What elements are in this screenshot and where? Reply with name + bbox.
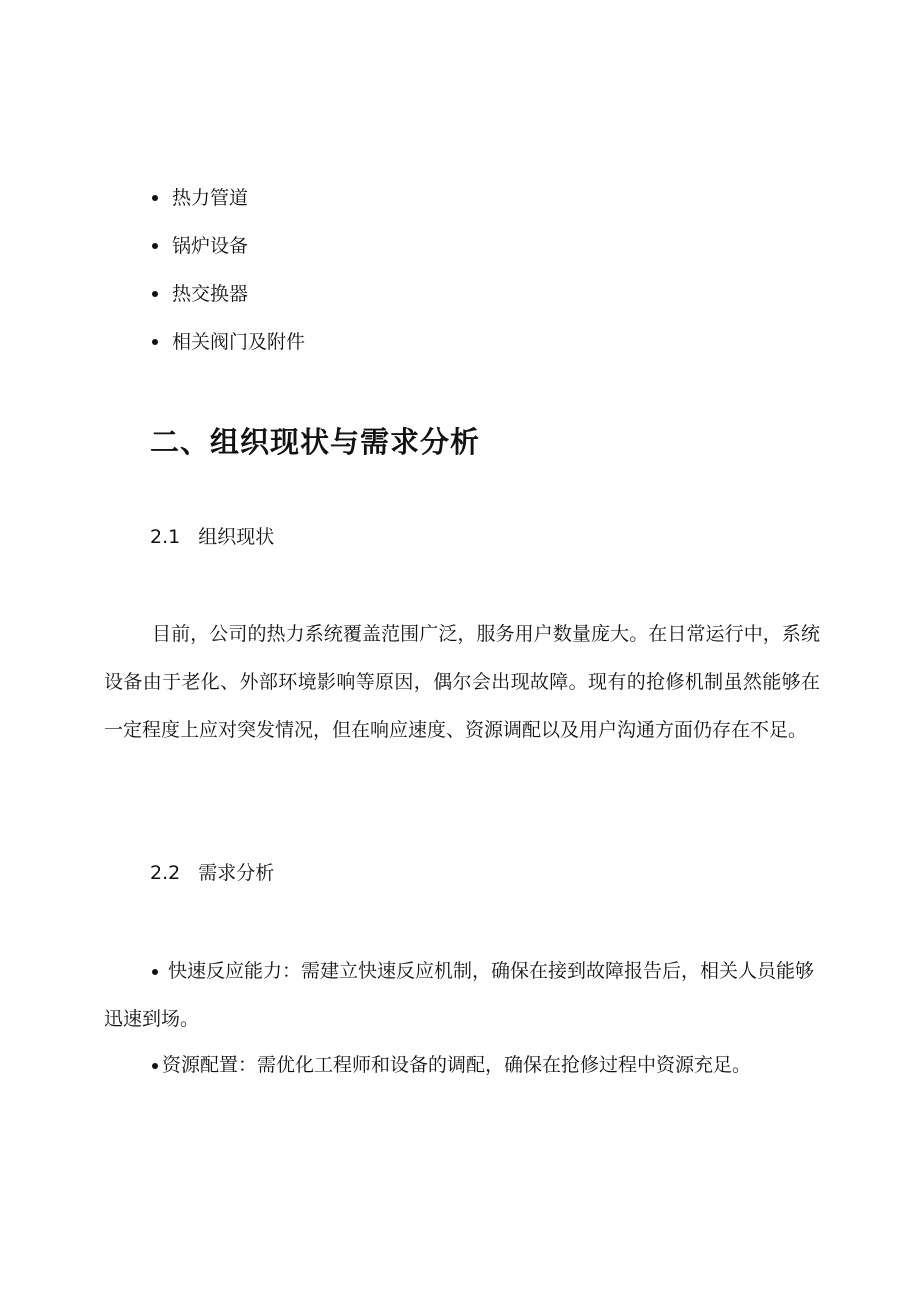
requirement-item [104, 947, 820, 1043]
status-paragraph: 目前，公司的热力系统覆盖范围广泛，服务用户数量庞大。在日常运行中，系统设备由于老化、外部环境影响等原因，偶尔会出现故障。现有的抢修机制虽然能够在一定程度上应对突发情况，但在响应速度、资源调配以及用户沟通方面仍存在不足。 [104, 623, 820, 741]
list-item [150, 174, 305, 222]
subsection-number: 2.2 [150, 862, 181, 884]
bullet-icon [152, 1063, 158, 1069]
subsection-number: 2.1 [150, 526, 181, 548]
subsection-title: 组织现状 [198, 526, 275, 548]
bullet-icon [152, 291, 158, 297]
requirement-text: 快速反应能力：需建立快速反应机制，确保在接到故障报告后，相关人员能够迅速到场。 [104, 960, 815, 1030]
list-item [150, 270, 305, 318]
section-heading: 二、组织现状与需求分析 [150, 425, 481, 459]
list-item [150, 318, 305, 366]
subsection-title: 需求分析 [198, 862, 275, 884]
subsection-heading-2-2 [150, 858, 274, 885]
list-item-text: 锅炉设备 [172, 235, 249, 257]
subsection-heading-2-1 [150, 522, 274, 549]
bullet-icon [152, 243, 158, 249]
requirement-item [104, 1041, 820, 1089]
list-item [150, 222, 305, 270]
equipment-list [150, 174, 305, 366]
list-item-text: 热力管道 [172, 187, 249, 209]
bullet-icon [152, 339, 158, 345]
bullet-icon [152, 195, 158, 201]
list-item-text: 热交换器 [172, 283, 249, 305]
list-item-text: 相关阀门及附件 [172, 331, 306, 353]
bullet-icon [152, 969, 158, 975]
requirement-text: 资源配置：需优化工程师和设备的调配，确保在抢修过程中资源充足。 [162, 1054, 752, 1076]
